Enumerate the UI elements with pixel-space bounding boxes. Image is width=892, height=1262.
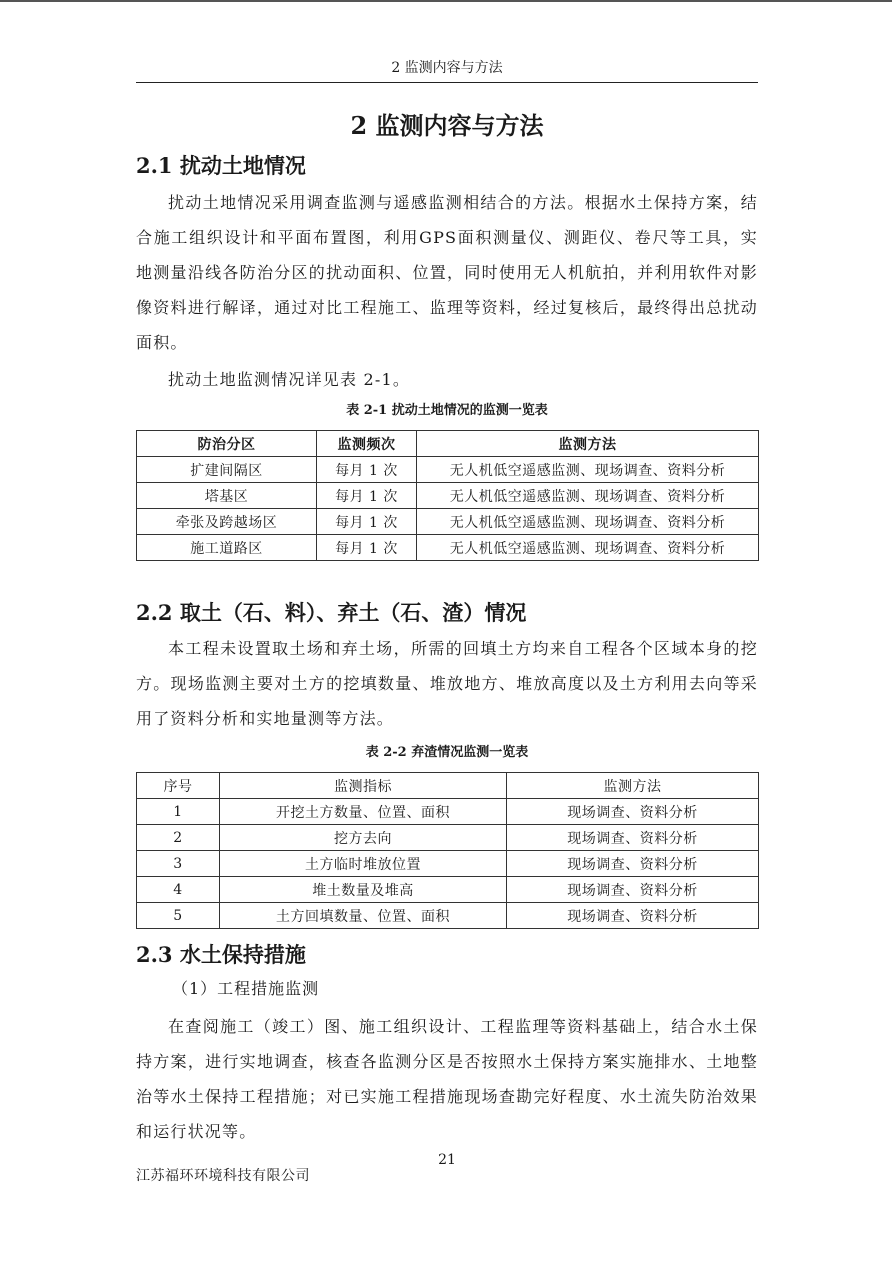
column-header: 监测指标: [220, 773, 507, 799]
section-2-2-paragraph: 本工程未设置取土场和弃土场，所需的回填土方均来自工程各个区域本身的挖方。现场监测主要对土方的挖填数量、堆放地方、堆放高度以及土方利用去向等采用了资料分析和实地量测等方法。: [136, 639, 758, 728]
section-2-1-table-reference: 扰动土地监测情况详见表 2-1。: [168, 370, 411, 389]
table-2-2-caption: 表 2-2 弃渣情况监测一览表: [365, 745, 529, 760]
table-row: [137, 877, 759, 903]
header-divider: [136, 82, 758, 83]
table-cell: 5: [137, 903, 220, 929]
table-cell: 每月 1 次: [317, 457, 417, 483]
top-border-line: [0, 0, 892, 2]
section-2-1-heading: 2.1 扰动土地情况: [136, 153, 306, 178]
table-cell: 施工道路区: [137, 535, 317, 561]
table-cell: 每月 1 次: [317, 509, 417, 535]
column-header: 防治分区: [137, 431, 317, 457]
section-2-1-paragraph: 扰动土地情况采用调查监测与遥感监测相结合的方法。根据水土保持方案，结合施工组织设计和平面布置图，利用GPS面积测量仪、测距仪、卷尺等工具，实地测量沿线各防治分区的扰动面积、位置，同时使用无人机航拍，并利用软件对影像资料进行解译，通过对比工程施工、监理等资料，经过复核后，最终得出总扰动面积。: [136, 193, 758, 352]
table-cell: 每月 1 次: [317, 535, 417, 561]
column-header: 监测频次: [317, 431, 417, 457]
table-cell: 3: [137, 851, 220, 877]
table-2-1: [136, 430, 759, 561]
column-header: 监测方法: [417, 431, 759, 457]
table-cell: 开挖土方数量、位置、面积: [220, 799, 507, 825]
column-header: 监测方法: [507, 773, 759, 799]
table-row: [137, 509, 759, 535]
table-cell: 土方临时堆放位置: [220, 851, 507, 877]
table-header-row: [137, 431, 759, 457]
table-cell: 无人机低空遥感监测、现场调查、资料分析: [417, 457, 759, 483]
section-2-2-heading: 2.2 取土（石、料）、弃土（石、渣）情况: [136, 600, 527, 625]
column-header: 序号: [137, 773, 220, 799]
table-row: [137, 825, 759, 851]
table-cell: 扩建间隔区: [137, 457, 317, 483]
table-cell: 4: [137, 877, 220, 903]
table-cell: 挖方去向: [220, 825, 507, 851]
table-2-2: [136, 772, 759, 929]
page-number: 21: [438, 1152, 456, 1168]
table-row: [137, 483, 759, 509]
table-cell: 现场调查、资料分析: [507, 903, 759, 929]
table-cell: 2: [137, 825, 220, 851]
table-row: [137, 851, 759, 877]
running-header: 2 监测内容与方法: [391, 60, 503, 76]
table-cell: 现场调查、资料分析: [507, 799, 759, 825]
company-name: 江苏福环环境科技有限公司: [136, 1168, 310, 1184]
subsection-engineering-measures: （1）工程措施监测: [172, 979, 320, 998]
table-cell: 每月 1 次: [317, 483, 417, 509]
table-row: [137, 535, 759, 561]
chapter-title: 2 监测内容与方法: [350, 111, 544, 140]
table-cell: 堆土数量及堆高: [220, 877, 507, 903]
table-cell: 塔基区: [137, 483, 317, 509]
table-cell: 现场调查、资料分析: [507, 877, 759, 903]
section-2-3-paragraph: 在查阅施工（竣工）图、施工组织设计、工程监理等资料基础上，结合水土保持方案，进行实地调查，核查各监测分区是否按照水土保持方案实施排水、土地整治等水土保持工程措施；对已实施工程措施现场查勘完好程度、水土流失防治效果和运行状况等。: [136, 1017, 758, 1141]
table-cell: 1: [137, 799, 220, 825]
table-cell: 现场调查、资料分析: [507, 851, 759, 877]
table-cell: 牵张及跨越场区: [137, 509, 317, 535]
table-row: [137, 457, 759, 483]
table-row: [137, 799, 759, 825]
table-cell: 无人机低空遥感监测、现场调查、资料分析: [417, 483, 759, 509]
section-2-3-heading: 2.3 水土保持措施: [136, 942, 306, 967]
table-cell: 无人机低空遥感监测、现场调查、资料分析: [417, 509, 759, 535]
table-header-row: [137, 773, 759, 799]
table-2-1-caption: 表 2-1 扰动土地情况的监测一览表: [346, 403, 548, 418]
table-cell: 土方回填数量、位置、面积: [220, 903, 507, 929]
table-row: [137, 903, 759, 929]
table-cell: 无人机低空遥感监测、现场调查、资料分析: [417, 535, 759, 561]
table-cell: 现场调查、资料分析: [507, 825, 759, 851]
